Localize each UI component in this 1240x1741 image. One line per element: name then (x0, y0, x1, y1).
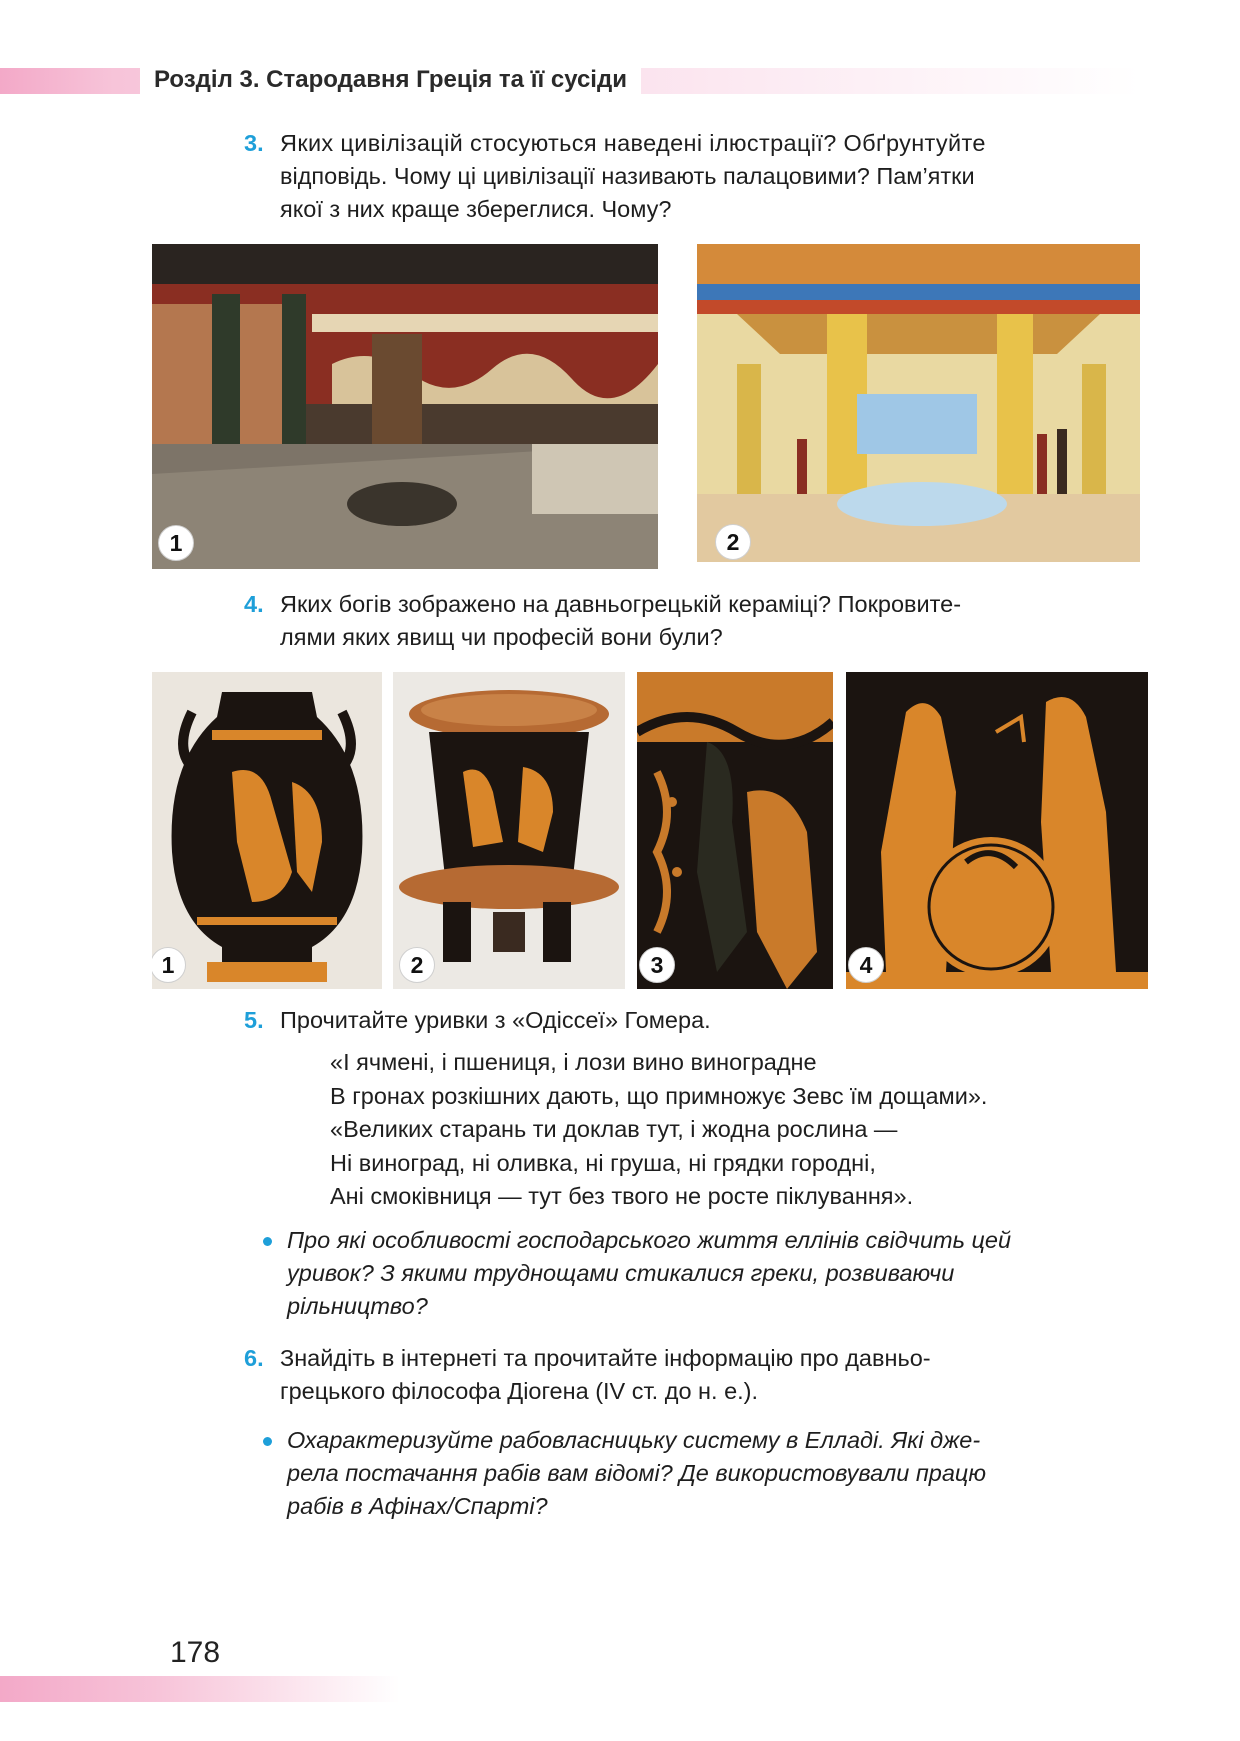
bullet-line: Про які особливості господарського життя еллінів свідчить цей (287, 1227, 1012, 1253)
footer-band (0, 1676, 400, 1702)
bullet-line: рела постачання рабів вам відомі? Де використовували працю (287, 1460, 986, 1486)
question-4 (244, 588, 1150, 654)
poem-line: «Великих старань ти доклав тут, і жодна рослина — (330, 1116, 898, 1142)
poem-line: Ні виноград, ні оливка, ні груша, ні грядки городні, (330, 1149, 876, 1176)
question-line: грецького філософа Діогена (IV ст. до н. е.). (280, 1378, 759, 1404)
image-badge: 3 (639, 947, 675, 983)
image-badge: 1 (152, 947, 186, 983)
question-line: відповідь. Чому ці цивілізації називають палацовими? Пам’ятки (280, 163, 975, 189)
bullet-line: рабів в Афінах/Спарті? (287, 1493, 548, 1519)
poem-line: В гронах розкішних дають, що примножує Зевс їм дощами». (330, 1082, 988, 1109)
question-line: Знайдіть в інтернеті та прочитайте інформацію про давньо- (280, 1345, 931, 1371)
pyxis-image (393, 672, 625, 989)
image-badge: 1 (158, 525, 194, 561)
question-line: лями яких явищ чи професій вони були? (280, 624, 723, 650)
question-number: 5. (244, 1007, 264, 1033)
bullet-line: уривок? З якими труднощами стикалися греки, розвиваючи (287, 1260, 955, 1286)
question-number: 6. (244, 1345, 264, 1371)
poem-line: Ані смоківниця — тут без твого не росте піклування». (330, 1183, 914, 1209)
bullet-question-6 (287, 1424, 1153, 1523)
question-3 (244, 127, 1150, 226)
bullet-dot-icon (263, 1437, 272, 1446)
bullet-line: Охарактеризуйте рабовласницьку систему в Елладі. Які дже- (287, 1427, 981, 1453)
question-6 (244, 1342, 1150, 1408)
question-5 (244, 1004, 1150, 1037)
question-line: Яких цивілізацій стосуються наведені ілюстрації? Обґрунтуйте (280, 130, 986, 156)
question-line: Прочитайте уривки з «Одіссеї» Гомера. (280, 1007, 711, 1033)
amphora-image (152, 672, 382, 989)
section-title: Розділ 3. Стародавня Греція та її сусіди (140, 64, 641, 96)
question-number: 3. (244, 130, 264, 156)
bullet-question-5 (287, 1224, 1153, 1323)
question-number: 4. (244, 591, 264, 617)
question-line: Яких богів зображено на давньогрецькій кераміці? Покровите- (280, 591, 962, 617)
odyssey-excerpt (330, 1046, 987, 1214)
palace-hall-illustration (697, 244, 1140, 562)
throne-room-photo (152, 244, 658, 569)
vase-painting-image (846, 672, 1148, 989)
image-badge: 2 (399, 947, 435, 983)
bullet-line: рільництво? (287, 1293, 428, 1319)
question-line: якої з них краще збереглися. Чому? (280, 196, 672, 222)
page-number: 178 (170, 1636, 221, 1669)
image-badge: 4 (848, 947, 884, 983)
poem-line: «І ячмені, і пшениця, і лози вино виноградне (330, 1049, 817, 1075)
image-badge: 2 (715, 524, 751, 560)
vase-detail-image (637, 672, 833, 989)
bullet-dot-icon (263, 1237, 272, 1246)
